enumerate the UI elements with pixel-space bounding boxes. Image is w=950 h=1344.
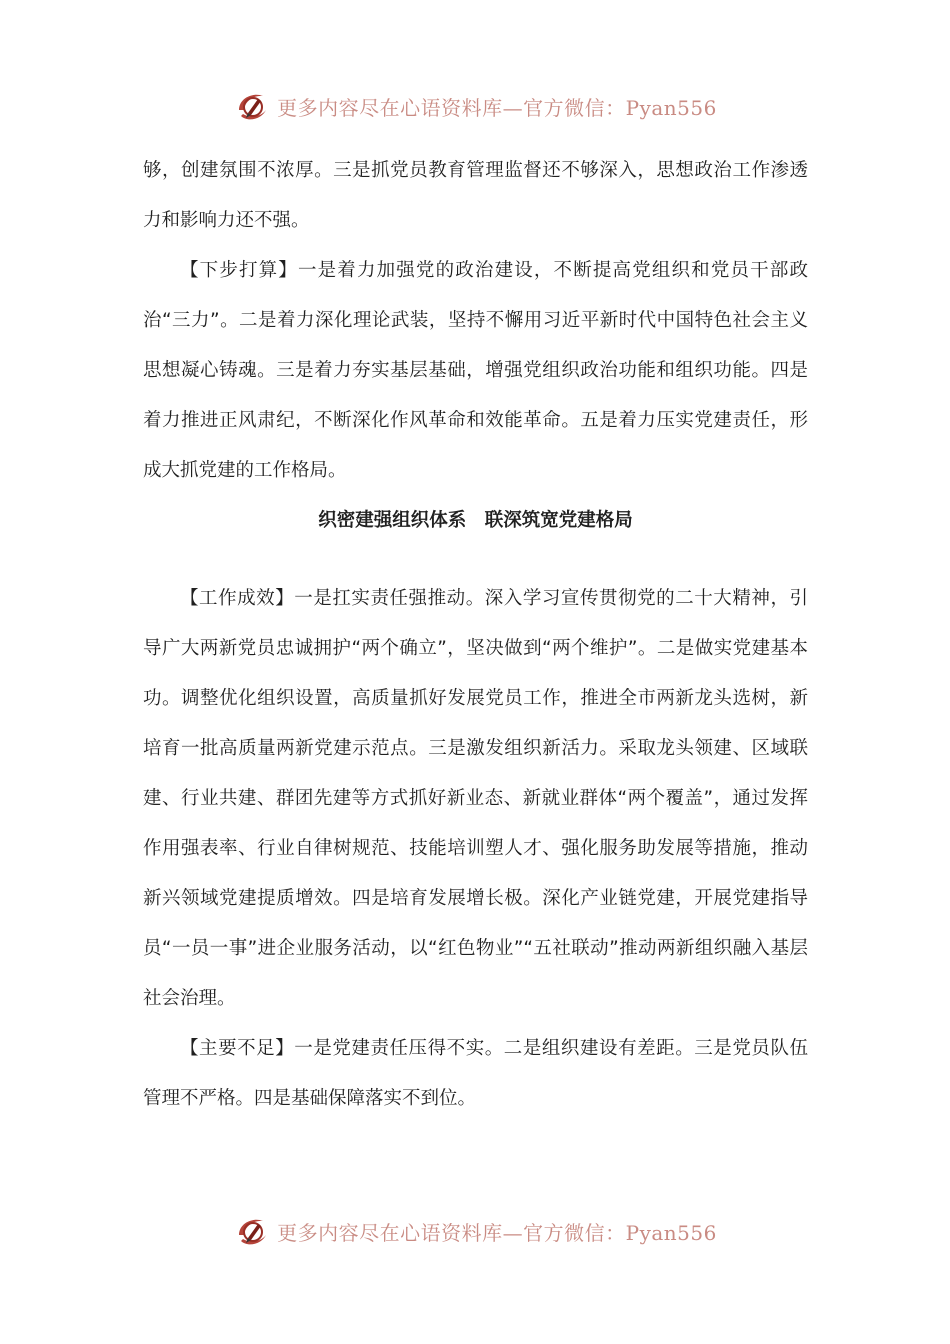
paragraph-next-steps: 【下步打算】一是着力加强党的政治建设，不断提高党组织和党员干部政治“三力”。二是着力深化理论武装，坚持不懈用习近平新时代中国特色社会主义思想凝心铸魂。三是着力夯实基层基础，增强党组织政治功能和组织功能。四是着力推进正风肃纪，不断深化作风革命和效能革命。五是着力压实党建责任，形成大抓党建的工作格局。 bbox=[143, 260, 808, 481]
document-body bbox=[143, 146, 808, 1124]
paragraph-continued: 够，创建氛围不浓厚。三是抓党员教育管理监督还不够深入，思想政治工作渗透力和影响力还不强。 bbox=[143, 160, 808, 231]
pen-nib-swirl-icon bbox=[233, 1211, 273, 1251]
section-title: 织密建强组织体系 联深筑宽党建格局 bbox=[318, 510, 633, 531]
pen-nib-swirl-icon bbox=[233, 86, 273, 126]
paragraph-achievements: 【工作成效】一是扛实责任强推动。深入学习宣传贯彻党的二十大精神，引导广大两新党员忠诚拥护“两个确立”，坚决做到“两个维护”。二是做实党建基本功。调整优化组织设置，高质量抓好发展党员工作，推进全市两新龙头选树，新培育一批高质量两新党建示范点。三是激发组织新活力。采取龙头领建、区域联建、行业共建、群团先建等方式抓好新业态、新就业群体“两个覆盖”，通过发挥作用强表率、行业自律树规范、技能培训塑人才、强化服务助发展等措施，推动新兴领域党建提质增效。四是培育发展增长极。深化产业链党建，开展党建指导员“一员一事”进企业服务活动，以“红色物业”“五社联动”推动两新组织融入基层社会治理。 bbox=[143, 588, 808, 1009]
footer-watermark-text: 更多内容尽在心语资料库—官方微信：Pyan556 bbox=[277, 1220, 717, 1245]
footer-watermark-banner bbox=[0, 1209, 950, 1253]
paragraph-shortcomings: 【主要不足】一是党建责任压得不实。二是组织建设有差距。三是党员队伍管理不严格。四是基础保障落实不到位。 bbox=[143, 1038, 808, 1109]
header-watermark-text: 更多内容尽在心语资料库—官方微信：Pyan556 bbox=[277, 95, 717, 120]
header-watermark-banner bbox=[0, 84, 950, 128]
